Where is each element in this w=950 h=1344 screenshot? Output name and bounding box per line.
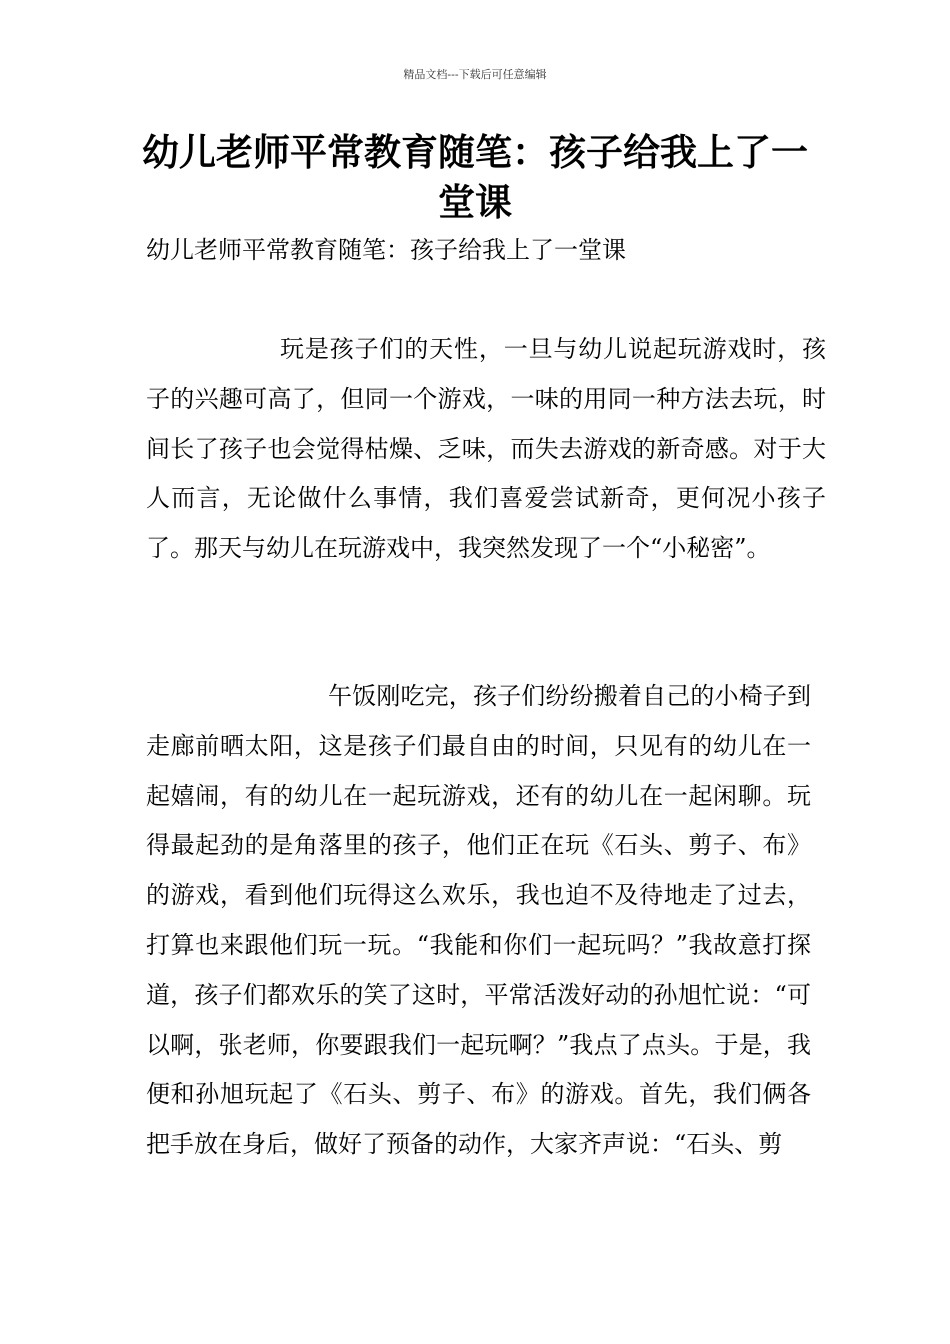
document-title: 幼儿老师平常教育随笔：孩子给我上了一堂课 <box>142 131 808 224</box>
body-paragraph: 午饭刚吃完，孩子们纷纷搬着自己的小椅子到走廊前晒太阳，这是孩子们最自由的时间，只见有的幼儿在一起嬉闹，有的幼儿在一起玩游戏，还有的幼儿在一起闲聊。玩得最起劲的是角落里的孩子，他们正在玩《石头、剪子、布》的游戏，看到他们玩得这么欢乐，我也迫不及待地走了过去，打算也来跟他们玩一玩。“我能和你们一起玩吗？”我故意打探道，孩子们都欢乐的笑了这时，平常活泼好动的孙旭忙说：“可以啊，张老师，你要跟我们一起玩啊？”我点了点头。于是，我便和孙旭玩起了《石头、剪子、布》的游戏。首先，我们俩各把手放在身后，做好了预备的动作，大家齐声说：“石头、剪 <box>146 682 811 1159</box>
header-note: 精品文档---下载后可任意编辑 <box>403 68 547 81</box>
body-paragraph: 玩是孩子们的天性，一旦与幼儿说起玩游戏时，孩子的兴趣可高了，但同一个游戏，一味的用同一种方法去玩，时间长了孩子也会觉得枯燥、乏味，而失去游戏的新奇感。对于大人而言，无论做什么事情，我们喜爱尝试新奇，更何况小孩子了。那天与幼儿在玩游戏中，我突然发现了一个“小秘密”。 <box>146 335 826 563</box>
document-subtitle: 幼儿老师平常教育随笔：孩子给我上了一堂课 <box>146 236 626 264</box>
